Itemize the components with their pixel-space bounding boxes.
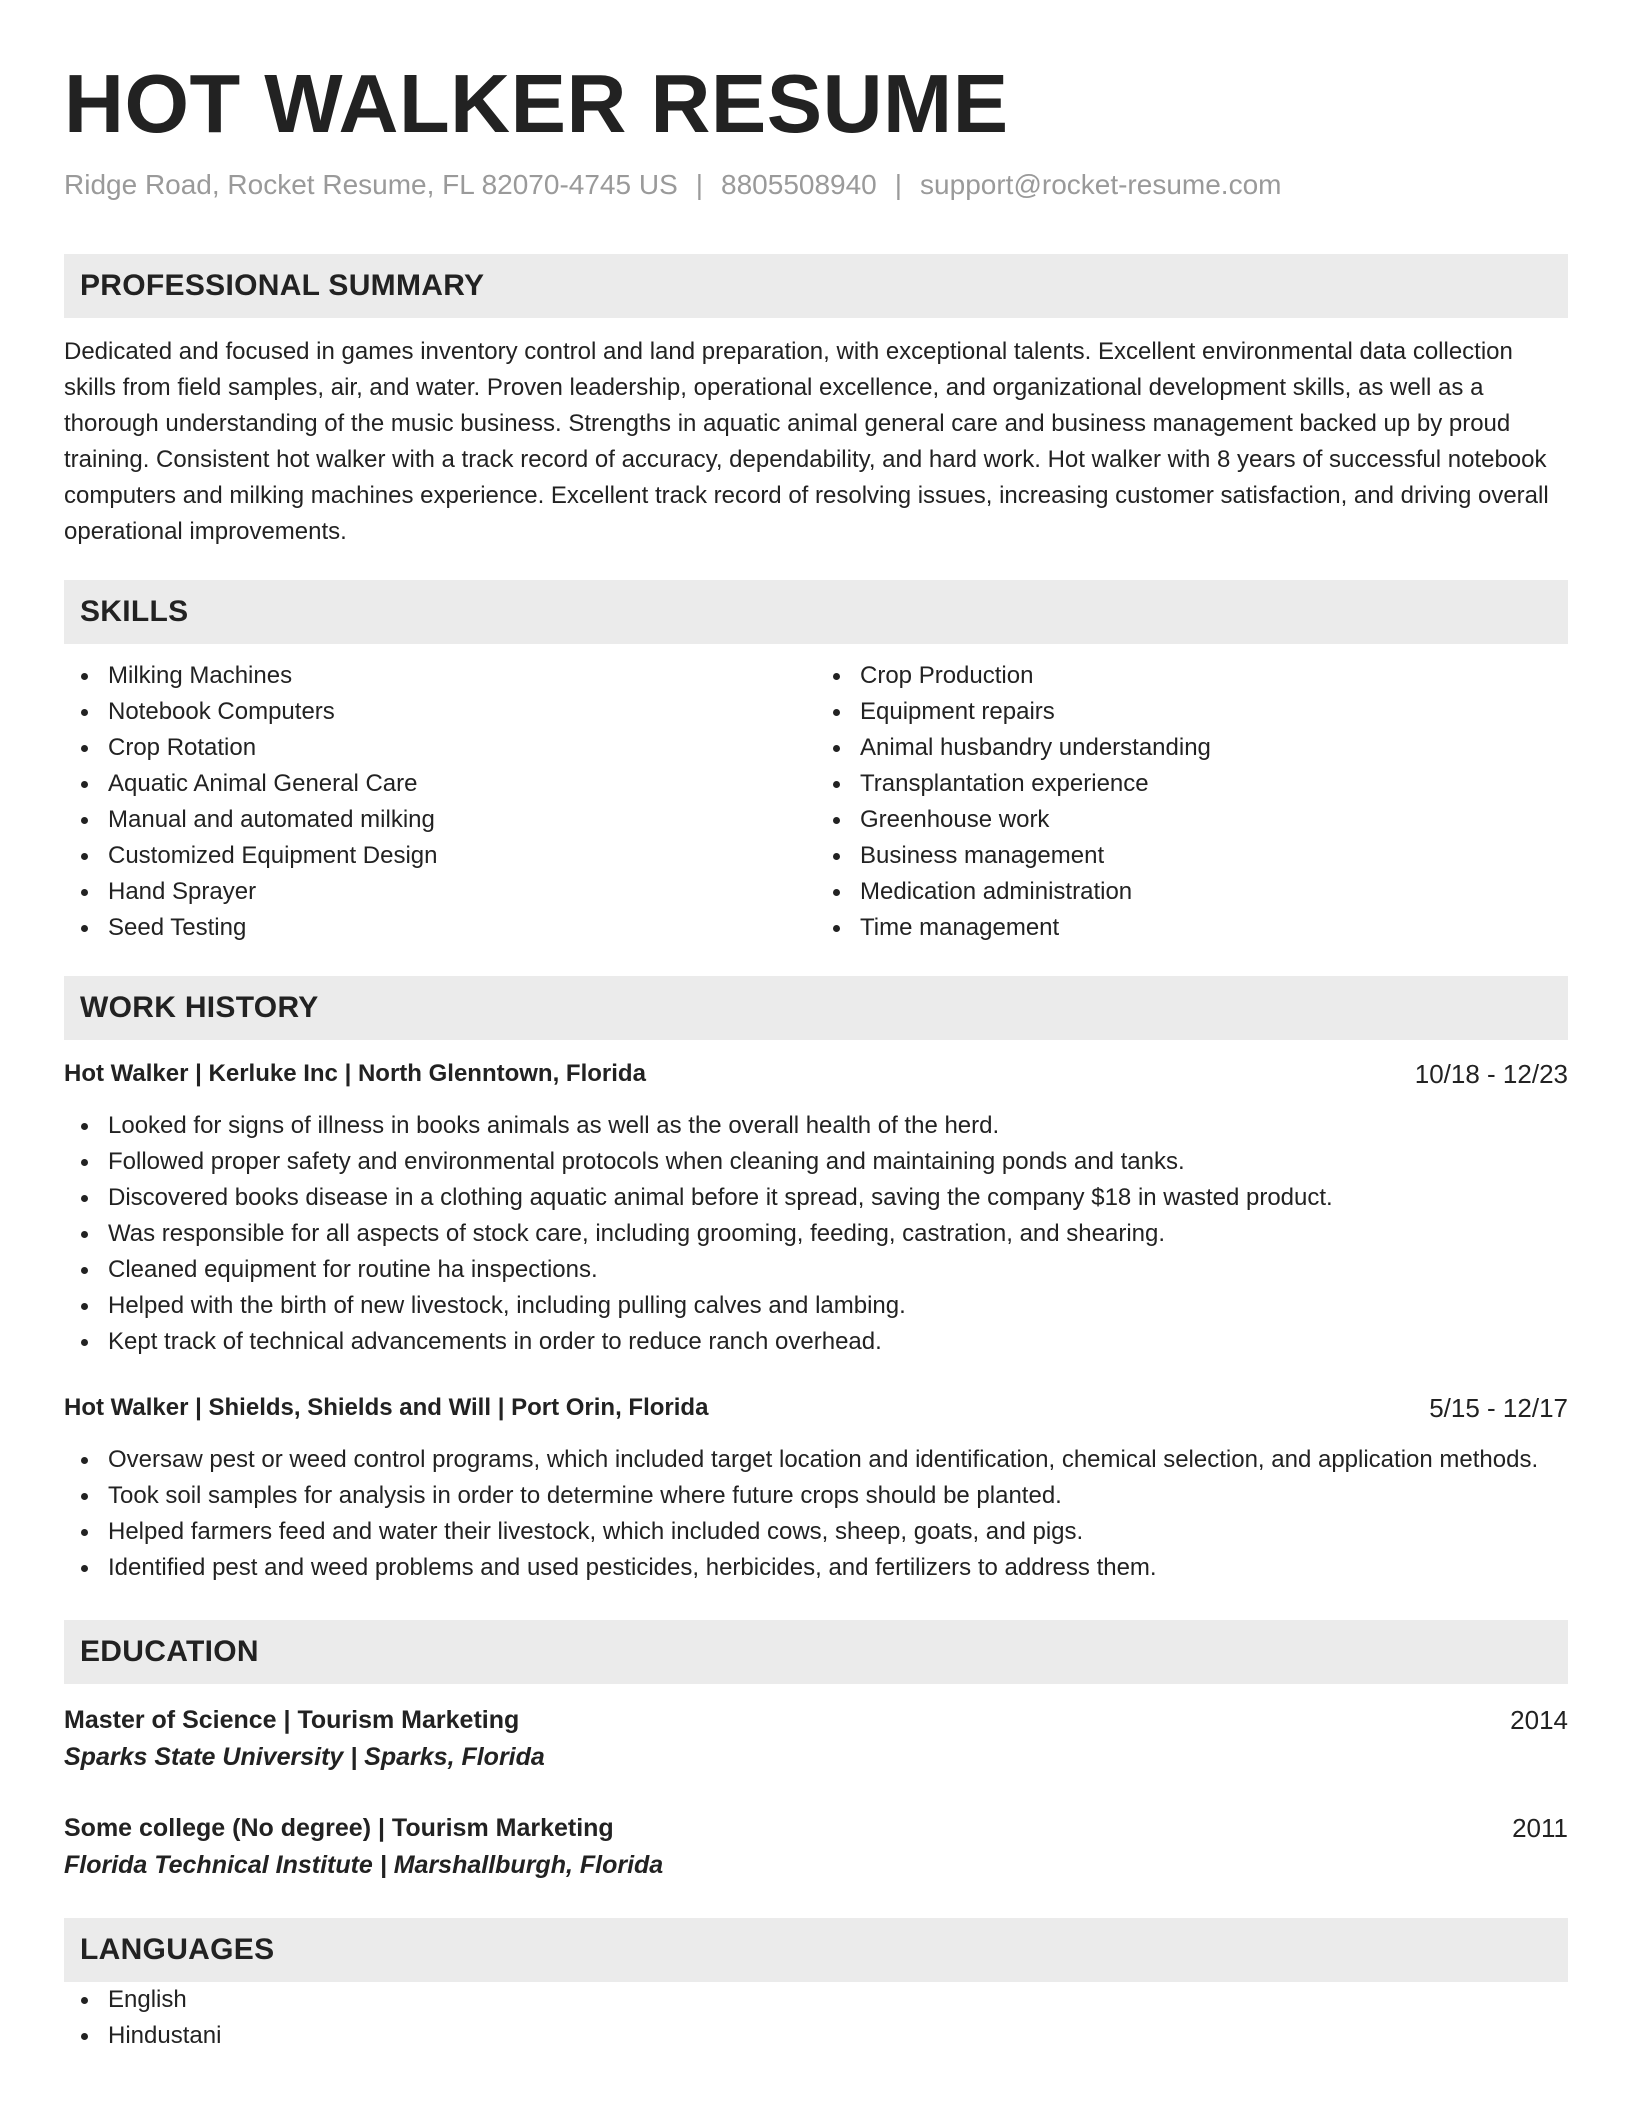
job-bullet: Cleaned equipment for routine ha inspections. bbox=[64, 1252, 1568, 1288]
education-degree: Master of Science | Tourism Marketing bbox=[64, 1706, 520, 1734]
education-entry bbox=[64, 1702, 1568, 1776]
section-heading-languages: LANGUAGES bbox=[64, 1918, 1568, 1982]
skills-columns bbox=[64, 658, 1568, 946]
education-entry bbox=[64, 1810, 1568, 1884]
education-school: Sparks State University | Sparks, Florida bbox=[64, 1743, 545, 1771]
section-heading-education: EDUCATION bbox=[64, 1620, 1568, 1684]
skill-item: Seed Testing bbox=[64, 910, 816, 946]
summary-text: Dedicated and focused in games inventory control and land preparation, with exceptional talents. Excellent environmental data collection skills from field samples, air, and water. Proven leadership, operational excellence, and organizational development skills, as well as a thorough understanding of the music business. Strengths in aquatic animal general care and business management backed up by proud training. Consistent hot walker with a track record of accuracy, dependability, and hard work. Hot walker with 8 years of successful notebook computers and milking machines experience. Excellent track record of resolving issues, increasing customer satisfaction, and driving overall operational improvements. bbox=[64, 338, 1549, 545]
section-heading-skills: SKILLS bbox=[64, 580, 1568, 644]
contact-phone: 8805508940 bbox=[721, 169, 877, 200]
skill-item: Transplantation experience bbox=[816, 766, 1568, 802]
skill-item: Medication administration bbox=[816, 874, 1568, 910]
skill-item: Greenhouse work bbox=[816, 802, 1568, 838]
languages-list bbox=[64, 1982, 1568, 2054]
section-heading-work-history: WORK HISTORY bbox=[64, 976, 1568, 1040]
job-entry bbox=[64, 1058, 1568, 1360]
education-degree: Some college (No degree) | Tourism Marketing bbox=[64, 1814, 614, 1842]
job-bullets bbox=[64, 1108, 1568, 1360]
job-bullet: Kept track of technical advancements in order to reduce ranch overhead. bbox=[64, 1324, 1568, 1360]
skill-item: Manual and automated milking bbox=[64, 802, 816, 838]
education-school: Florida Technical Institute | Marshallburgh, Florida bbox=[64, 1851, 664, 1879]
job-bullet: Discovered books disease in a clothing aquatic animal before it spread, saving the company $18 in wasted product. bbox=[64, 1180, 1568, 1216]
education-header bbox=[64, 1702, 1568, 1738]
contact-email: support@rocket-resume.com bbox=[920, 169, 1282, 200]
job-title: Hot Walker | Shields, Shields and Will | Port Orin, Florida bbox=[64, 1394, 709, 1421]
resume-title: HOT WALKER RESUME bbox=[64, 57, 1009, 150]
job-header bbox=[64, 1392, 1568, 1424]
contact-line bbox=[64, 168, 1568, 202]
skill-item: Aquatic Animal General Care bbox=[64, 766, 816, 802]
contact-separator: | bbox=[695, 169, 704, 200]
language-item: English bbox=[64, 1982, 1568, 2018]
job-bullets bbox=[64, 1442, 1568, 1586]
skills-right-list bbox=[816, 658, 1568, 946]
job-bullet: Took soil samples for analysis in order to determine where future crops should be planted. bbox=[64, 1478, 1568, 1514]
job-bullet: Oversaw pest or weed control programs, which included target location and identification, chemical selection, and application methods. bbox=[64, 1442, 1568, 1478]
language-item: Hindustani bbox=[64, 2018, 1568, 2054]
job-title: Hot Walker | Kerluke Inc | North Glenntown, Florida bbox=[64, 1060, 646, 1087]
contact-address: Ridge Road, Rocket Resume, FL 82070-4745 US bbox=[64, 169, 678, 200]
job-bullet: Helped with the birth of new livestock, including pulling calves and lambing. bbox=[64, 1288, 1568, 1324]
skill-item: Notebook Computers bbox=[64, 694, 816, 730]
skill-item: Business management bbox=[816, 838, 1568, 874]
job-bullet: Helped farmers feed and water their livestock, which included cows, sheep, goats, and pigs. bbox=[64, 1514, 1568, 1550]
job-dates: 10/18 - 12/23 bbox=[1414, 1059, 1568, 1089]
job-header bbox=[64, 1058, 1568, 1090]
skill-item: Customized Equipment Design bbox=[64, 838, 816, 874]
skill-item: Time management bbox=[816, 910, 1568, 946]
skill-item: Equipment repairs bbox=[816, 694, 1568, 730]
education-year: 2014 bbox=[1510, 1705, 1568, 1735]
skill-item: Animal husbandry understanding bbox=[816, 730, 1568, 766]
job-bullet: Identified pest and weed problems and used pesticides, herbicides, and fertilizers to address them. bbox=[64, 1550, 1568, 1586]
education-year: 2011 bbox=[1512, 1813, 1568, 1843]
job-bullet: Followed proper safety and environmental protocols when cleaning and maintaining ponds and tanks. bbox=[64, 1144, 1568, 1180]
section-heading-summary: PROFESSIONAL SUMMARY bbox=[64, 254, 1568, 318]
education-header bbox=[64, 1810, 1568, 1846]
job-bullet: Looked for signs of illness in books animals as well as the overall health of the herd. bbox=[64, 1108, 1568, 1144]
job-bullet: Was responsible for all aspects of stock care, including grooming, feeding, castration, and shearing. bbox=[64, 1216, 1568, 1252]
skills-left-list bbox=[64, 658, 816, 946]
contact-separator: | bbox=[894, 169, 903, 200]
job-entry bbox=[64, 1392, 1568, 1586]
job-dates: 5/15 - 12/17 bbox=[1429, 1393, 1568, 1423]
skill-item: Crop Rotation bbox=[64, 730, 816, 766]
skill-item: Crop Production bbox=[816, 658, 1568, 694]
skill-item: Hand Sprayer bbox=[64, 874, 816, 910]
skill-item: Milking Machines bbox=[64, 658, 816, 694]
